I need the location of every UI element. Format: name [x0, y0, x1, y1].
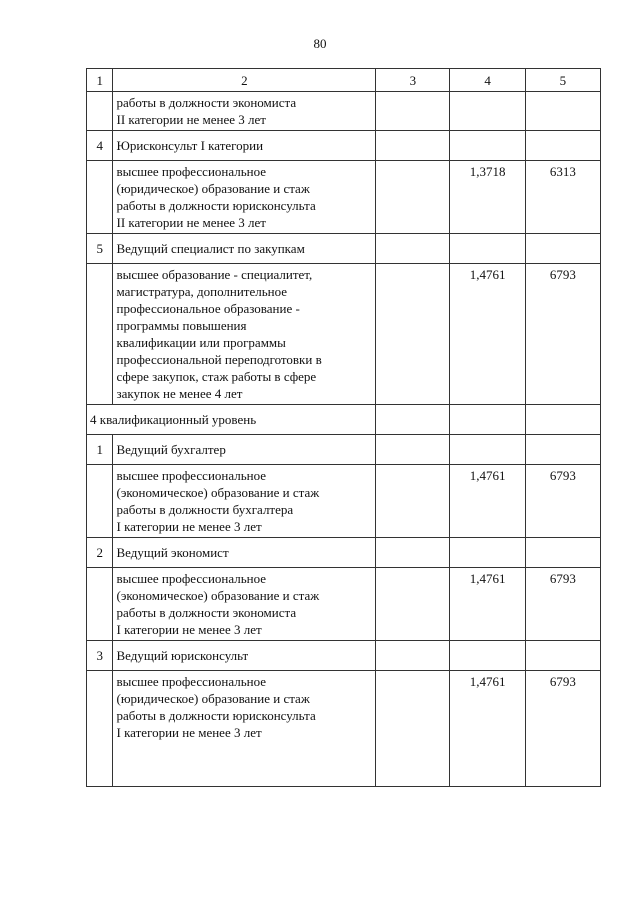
number-cell — [87, 161, 113, 234]
position-row — [87, 131, 601, 161]
salary-cell: 6793 — [525, 568, 600, 641]
number-cell — [87, 568, 113, 641]
empty-cell — [450, 405, 525, 435]
requirements-line: (юридическое) образование и стаж — [116, 181, 310, 196]
empty-cell — [376, 161, 450, 234]
empty-cell — [376, 435, 450, 465]
empty-cell — [376, 131, 450, 161]
salary-cell: 6793 — [525, 671, 600, 787]
empty-cell — [376, 92, 450, 131]
empty-cell — [525, 435, 600, 465]
requirements-line: магистратура, дополнительное — [116, 284, 288, 299]
requirements-cell — [113, 92, 376, 131]
empty-cell — [525, 131, 600, 161]
requirements-line: (юридическое) образование и стаж — [116, 691, 310, 706]
coefficient-cell: 1,4761 — [450, 671, 525, 787]
number-cell — [87, 92, 113, 131]
requirements-line: II категории не менее 3 лет — [116, 112, 266, 127]
requirements-line: сфере закупок, стаж работы в сфере — [116, 369, 317, 384]
position-number: 4 — [87, 131, 113, 161]
header-cell: 1 — [87, 69, 113, 92]
position-number: 3 — [87, 641, 113, 671]
empty-cell — [376, 538, 450, 568]
qualification-table — [86, 68, 601, 787]
requirements-line: (экономическое) образование и стаж — [116, 588, 320, 603]
empty-cell — [525, 538, 600, 568]
position-title: Ведущий экономист — [113, 538, 376, 568]
requirements-line: высшее профессиональное — [116, 674, 267, 689]
requirements-cell — [113, 264, 376, 405]
header-cell: 4 — [450, 69, 525, 92]
number-cell — [87, 671, 113, 787]
coefficient-cell — [450, 92, 525, 131]
requirements-line: работы в должности экономиста — [116, 95, 297, 110]
empty-cell — [450, 538, 525, 568]
table-header-row — [87, 69, 601, 92]
position-row — [87, 538, 601, 568]
requirements-line: закупок не менее 4 лет — [116, 386, 243, 401]
requirements-row — [87, 92, 601, 131]
position-title: Ведущий специалист по закупкам — [113, 234, 376, 264]
header-cell: 5 — [525, 69, 600, 92]
coefficient-cell: 1,3718 — [450, 161, 525, 234]
requirements-cell — [113, 671, 376, 787]
requirements-row — [87, 161, 601, 234]
empty-cell — [450, 234, 525, 264]
position-row — [87, 435, 601, 465]
salary-cell: 6793 — [525, 264, 600, 405]
number-cell — [87, 264, 113, 405]
requirements-line: квалификации или программы — [116, 335, 286, 350]
coefficient-cell: 1,4761 — [450, 465, 525, 538]
empty-cell — [525, 641, 600, 671]
requirements-line: (экономическое) образование и стаж — [116, 485, 320, 500]
requirements-cell — [113, 465, 376, 538]
requirements-line: профессиональное образование - — [116, 301, 300, 316]
requirements-row — [87, 264, 601, 405]
qualification-level-title: 4 квалификационный уровень — [87, 405, 376, 435]
salary-cell: 6313 — [525, 161, 600, 234]
requirements-line: работы в должности бухгалтера — [116, 502, 294, 517]
position-title: Ведущий бухгалтер — [113, 435, 376, 465]
empty-cell — [450, 131, 525, 161]
empty-cell — [525, 405, 600, 435]
requirements-row — [87, 465, 601, 538]
position-row — [87, 641, 601, 671]
empty-cell — [450, 435, 525, 465]
position-title: Ведущий юрисконсульт — [113, 641, 376, 671]
empty-cell — [525, 234, 600, 264]
requirements-line: высшее профессиональное — [116, 468, 267, 483]
page-number: 80 — [313, 36, 327, 51]
requirements-line: работы в должности юрисконсульта — [116, 708, 316, 723]
requirements-line: высшее профессиональное — [116, 164, 267, 179]
qualification-level-row — [87, 405, 601, 435]
requirements-line: работы в должности юрисконсульта — [116, 198, 316, 213]
requirements-row — [87, 568, 601, 641]
empty-cell — [376, 234, 450, 264]
empty-cell — [376, 465, 450, 538]
requirements-cell — [113, 161, 376, 234]
empty-cell — [376, 264, 450, 405]
requirements-line: II категории не менее 3 лет — [116, 215, 266, 230]
position-title: Юрисконсульт I категории — [113, 131, 376, 161]
requirements-line: профессиональной переподготовки в — [116, 352, 322, 367]
header-cell: 3 — [376, 69, 450, 92]
coefficient-cell: 1,4761 — [450, 264, 525, 405]
position-row — [87, 234, 601, 264]
requirements-line: высшее образование - специалитет, — [116, 267, 313, 282]
empty-cell — [376, 568, 450, 641]
position-number: 1 — [87, 435, 113, 465]
requirements-line: I категории не менее 3 лет — [116, 725, 262, 740]
requirements-line: I категории не менее 3 лет — [116, 519, 262, 534]
position-number: 5 — [87, 234, 113, 264]
requirements-line: работы в должности экономиста — [116, 605, 297, 620]
empty-cell — [450, 641, 525, 671]
requirements-line: программы повышения — [116, 318, 247, 333]
coefficient-cell: 1,4761 — [450, 568, 525, 641]
empty-cell — [376, 671, 450, 787]
salary-cell — [525, 92, 600, 131]
empty-cell — [376, 405, 450, 435]
salary-cell: 6793 — [525, 465, 600, 538]
requirements-cell — [113, 568, 376, 641]
empty-cell — [376, 641, 450, 671]
requirements-line: высшее профессиональное — [116, 571, 267, 586]
requirements-row — [87, 671, 601, 787]
position-number: 2 — [87, 538, 113, 568]
requirements-line: I категории не менее 3 лет — [116, 622, 262, 637]
header-cell: 2 — [113, 69, 376, 92]
number-cell — [87, 465, 113, 538]
